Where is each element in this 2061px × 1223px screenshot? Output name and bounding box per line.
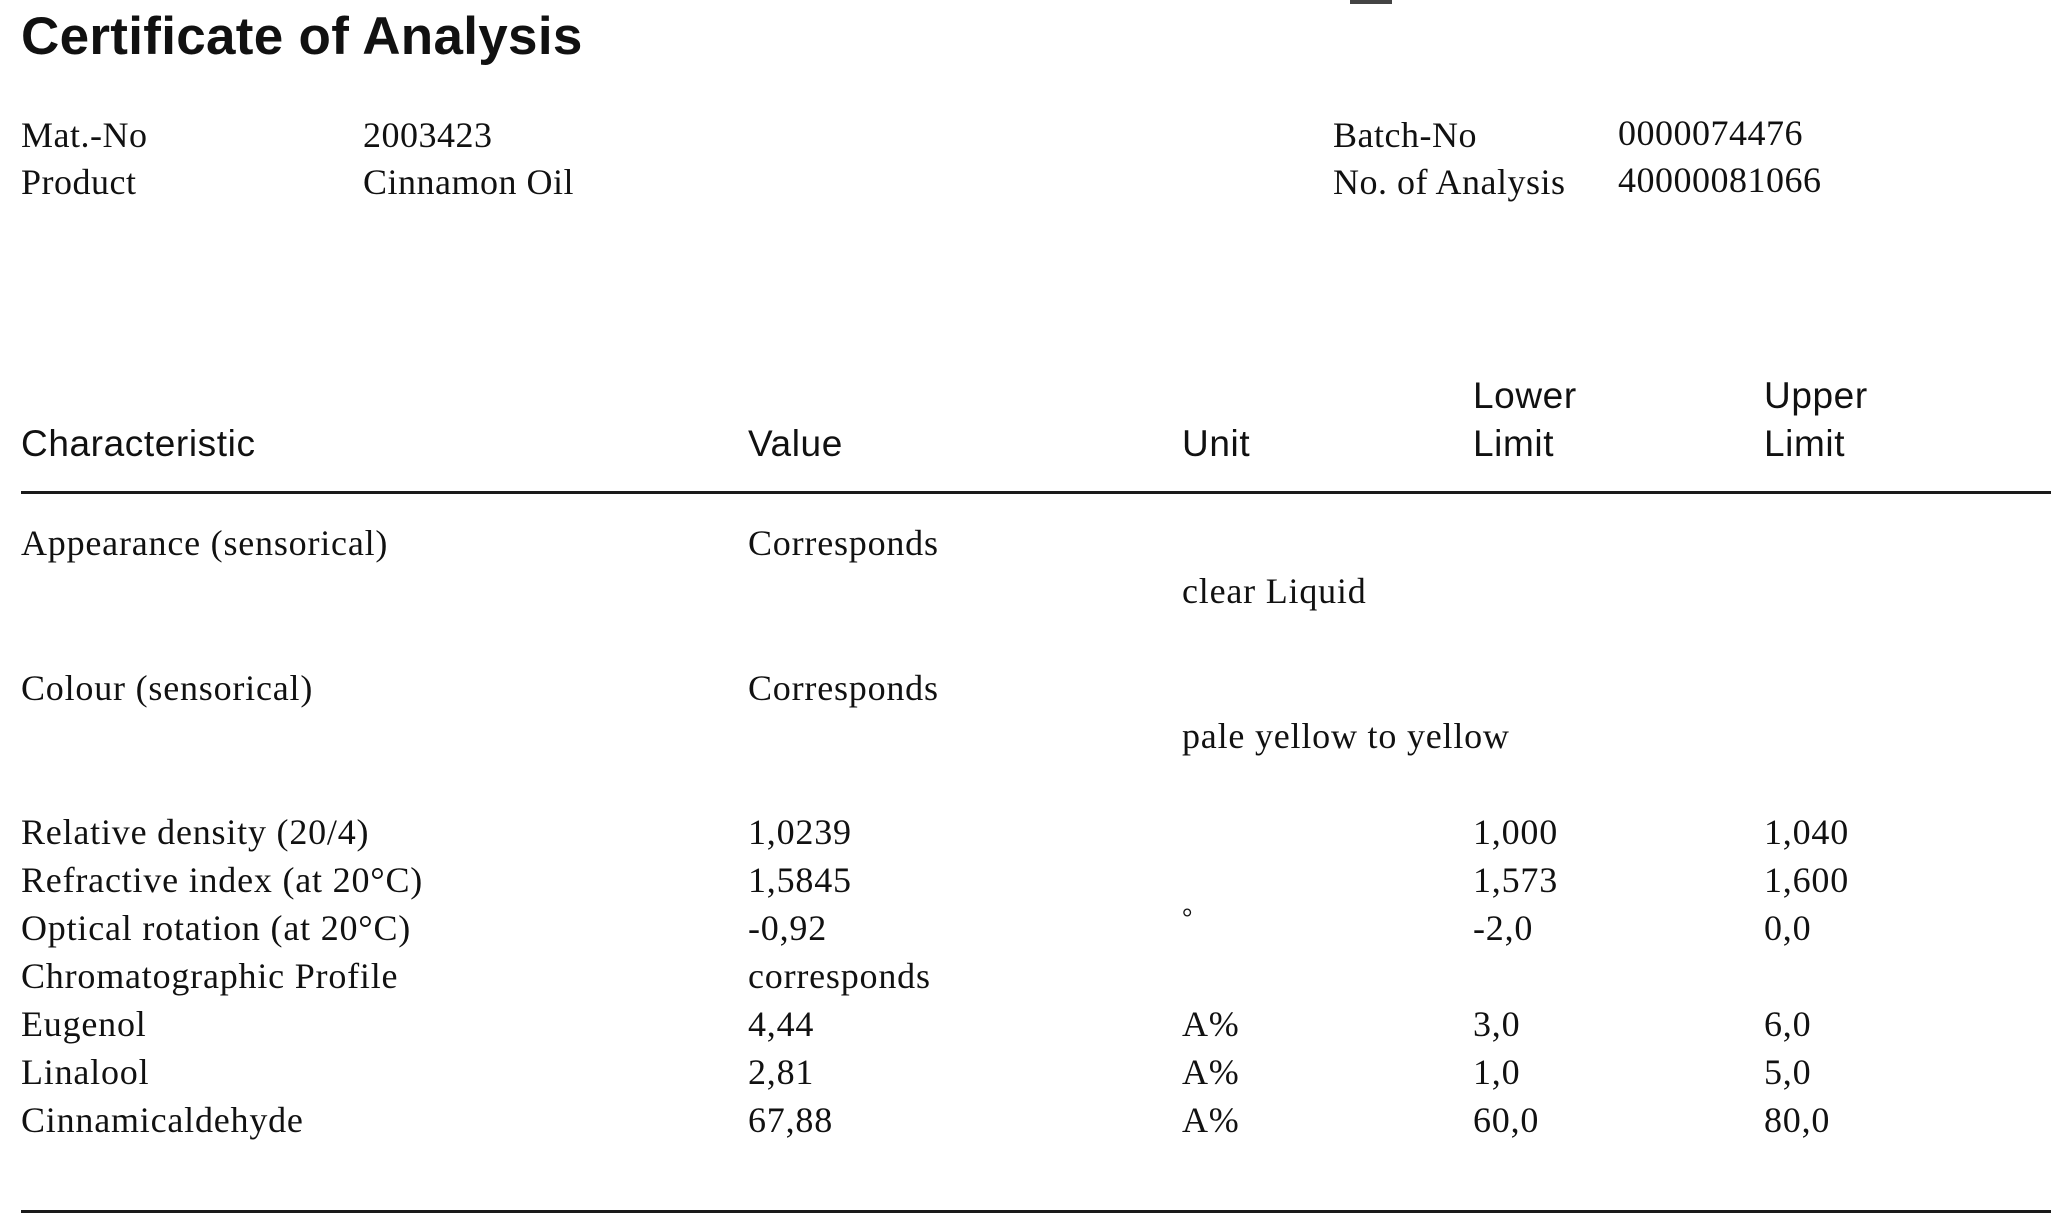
row-lower-limit: 1,000	[1473, 812, 1558, 852]
analysis-no-label: No. of Analysis	[1333, 162, 1566, 202]
row-characteristic: Appearance (sensorical)	[21, 523, 389, 563]
row-characteristic: Cinnamicaldehyde	[21, 1100, 304, 1140]
row-value: Corresponds	[748, 523, 939, 563]
batch-no-value: 0000074476	[1618, 113, 1803, 153]
product-value: Cinnamon Oil	[363, 162, 574, 202]
footer-rule	[21, 1210, 2051, 1213]
analysis-no-value: 40000081066	[1618, 160, 1822, 200]
row-value: 4,44	[748, 1004, 815, 1044]
row-lower-limit: 3,0	[1473, 1004, 1521, 1044]
mat-no-value: 2003423	[363, 115, 493, 155]
row-upper-limit: 5,0	[1764, 1052, 1812, 1092]
row-unit: °	[1182, 903, 1194, 932]
row-upper-limit: 6,0	[1764, 1004, 1812, 1044]
col-header-lower-limit	[1473, 372, 1577, 468]
row-lower-limit: -2,0	[1473, 908, 1534, 948]
row-upper-limit: 1,040	[1764, 812, 1849, 852]
row-value: -0,92	[748, 908, 827, 948]
batch-no-label: Batch-No	[1333, 115, 1477, 155]
row-value: Corresponds	[748, 668, 939, 708]
col-header-value: Value	[748, 423, 843, 464]
document-title: Certificate of Analysis	[21, 7, 583, 66]
row-value: 1,0239	[748, 812, 852, 852]
row-upper-limit: 1,600	[1764, 860, 1849, 900]
row-upper-limit: 0,0	[1764, 908, 1812, 948]
row-value: corresponds	[748, 956, 931, 996]
row-characteristic: Refractive index (at 20°C)	[21, 860, 424, 900]
row-unit: clear Liquid	[1182, 571, 1367, 611]
row-lower-limit: 1,573	[1473, 860, 1558, 900]
row-characteristic: Optical rotation (at 20°C)	[21, 908, 412, 948]
col-header-upper-line1: Upper	[1764, 375, 1868, 416]
col-header-lower-line2: Limit	[1473, 423, 1555, 464]
row-characteristic: Linalool	[21, 1052, 150, 1092]
row-value: 2,81	[748, 1052, 815, 1092]
row-value: 67,88	[748, 1100, 833, 1140]
col-header-characteristic: Characteristic	[21, 423, 256, 464]
row-lower-limit: 60,0	[1473, 1100, 1540, 1140]
col-header-lower-line1: Lower	[1473, 375, 1577, 416]
row-upper-limit: 80,0	[1764, 1100, 1831, 1140]
row-characteristic: Relative density (20/4)	[21, 812, 370, 852]
row-unit: A%	[1182, 1100, 1240, 1140]
row-unit: pale yellow to yellow	[1182, 716, 1510, 756]
row-characteristic: Chromatographic Profile	[21, 956, 399, 996]
row-unit: A%	[1182, 1052, 1240, 1092]
row-lower-limit: 1,0	[1473, 1052, 1521, 1092]
row-value: 1,5845	[748, 860, 852, 900]
row-unit: A%	[1182, 1004, 1240, 1044]
col-header-upper-limit	[1764, 372, 1868, 468]
row-characteristic: Eugenol	[21, 1004, 147, 1044]
col-header-unit: Unit	[1182, 423, 1251, 464]
row-characteristic: Colour (sensorical)	[21, 668, 314, 708]
product-label: Product	[21, 162, 137, 202]
header-rule	[21, 491, 2051, 494]
mat-no-label: Mat.-No	[21, 115, 148, 155]
col-header-upper-line2: Limit	[1764, 423, 1846, 464]
scan-mark	[1350, 0, 1392, 4]
